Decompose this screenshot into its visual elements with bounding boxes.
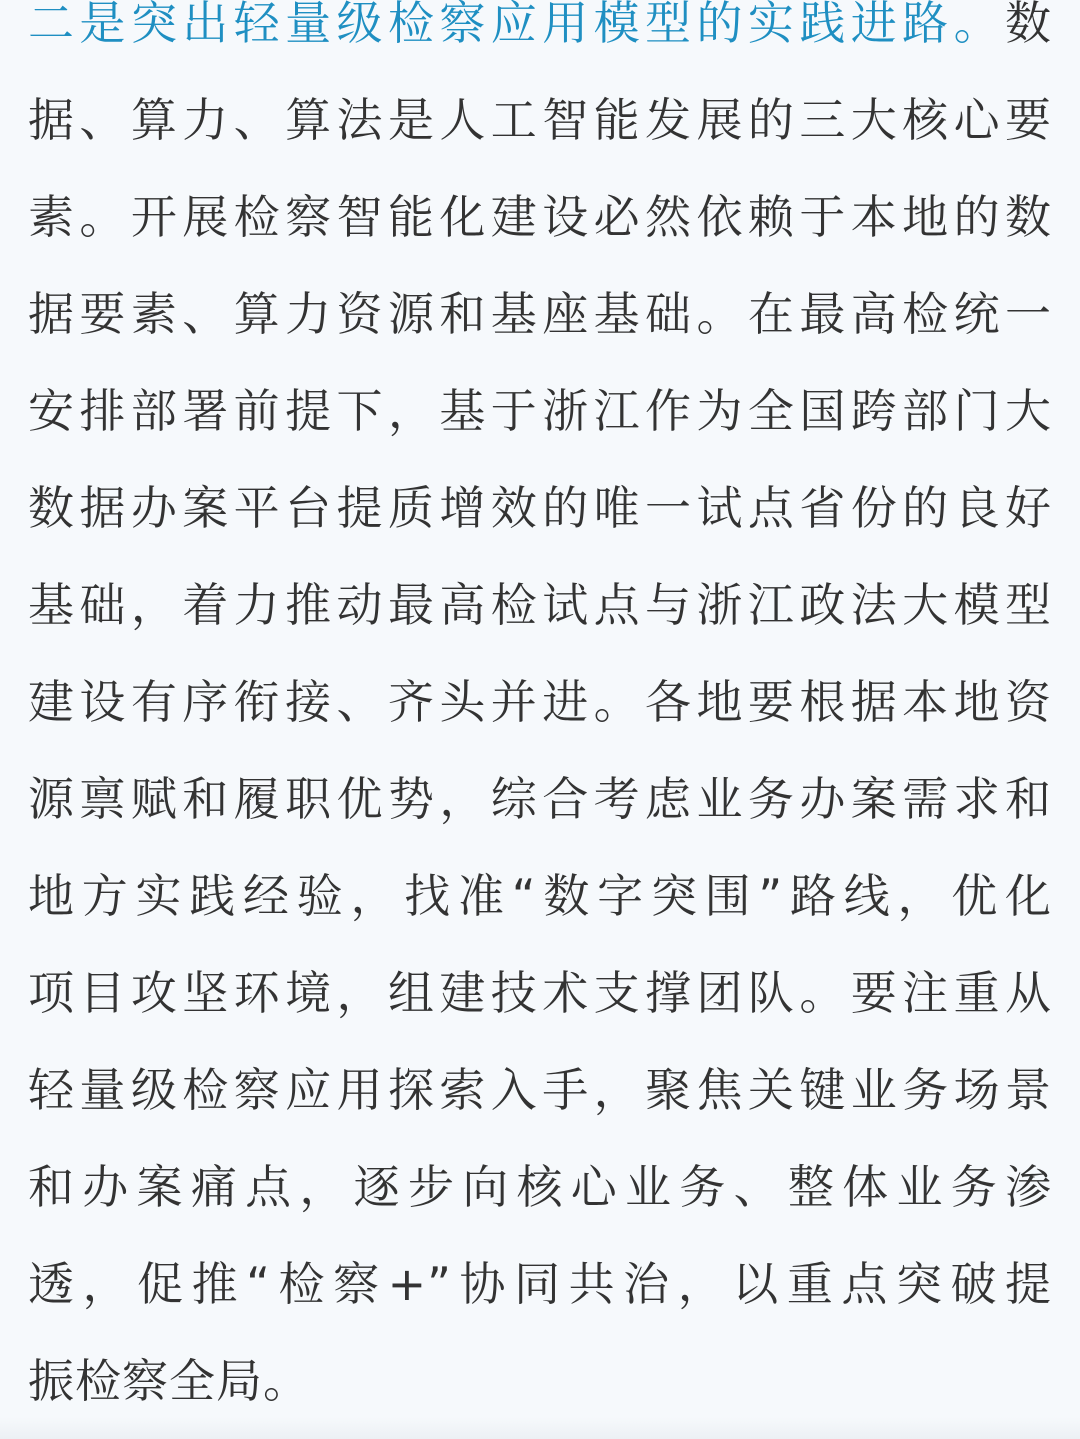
bottom-fade [0,1417,1080,1439]
paragraph-line: 安排部署前提下，基于浙江作为全国跨部门大 [28,384,1052,438]
paragraph-line: 轻量级检察应用探索入手，聚焦关键业务场景 [28,1063,1052,1117]
paragraph-line: 素。开展检察智能化建设必然依赖于本地的数 [28,190,1052,244]
paragraph-line: 建设有序衔接、齐头并进。各地要根据本地资 [28,675,1052,729]
paragraph-line: 透，促推“检察+”协同共治，以重点突破提 [28,1257,1052,1311]
paragraph-line-last: 振检察全局。 [28,1354,310,1408]
paragraph-line: 基础，着力推动最高检试点与浙江政法大模型 [28,578,1052,632]
paragraph-text: 数 [1005,0,1052,50]
section-heading: 二是突出轻量级检察应用模型的实践进路。 [28,0,1005,50]
paragraph-line: 数据办案平台提质增效的唯一试点省份的良好 [28,481,1052,535]
paragraph-line: 项目攻坚环境，组建技术支撑团队。要注重从 [28,966,1052,1020]
paragraph-line: 源禀赋和履职优势，综合考虑业务办案需求和 [28,772,1052,826]
paragraph-line: 据要素、算力资源和基座基础。在最高检统一 [28,287,1052,341]
paragraph-line-heading [28,0,1052,72]
paragraph-line: 地方实践经验，找准“数字突围”路线，优化 [28,869,1052,923]
paragraph-line: 据、算力、算法是人工智能发展的三大核心要 [28,93,1052,147]
paragraph-line: 和办案痛点，逐步向核心业务、整体业务渗 [28,1160,1052,1214]
